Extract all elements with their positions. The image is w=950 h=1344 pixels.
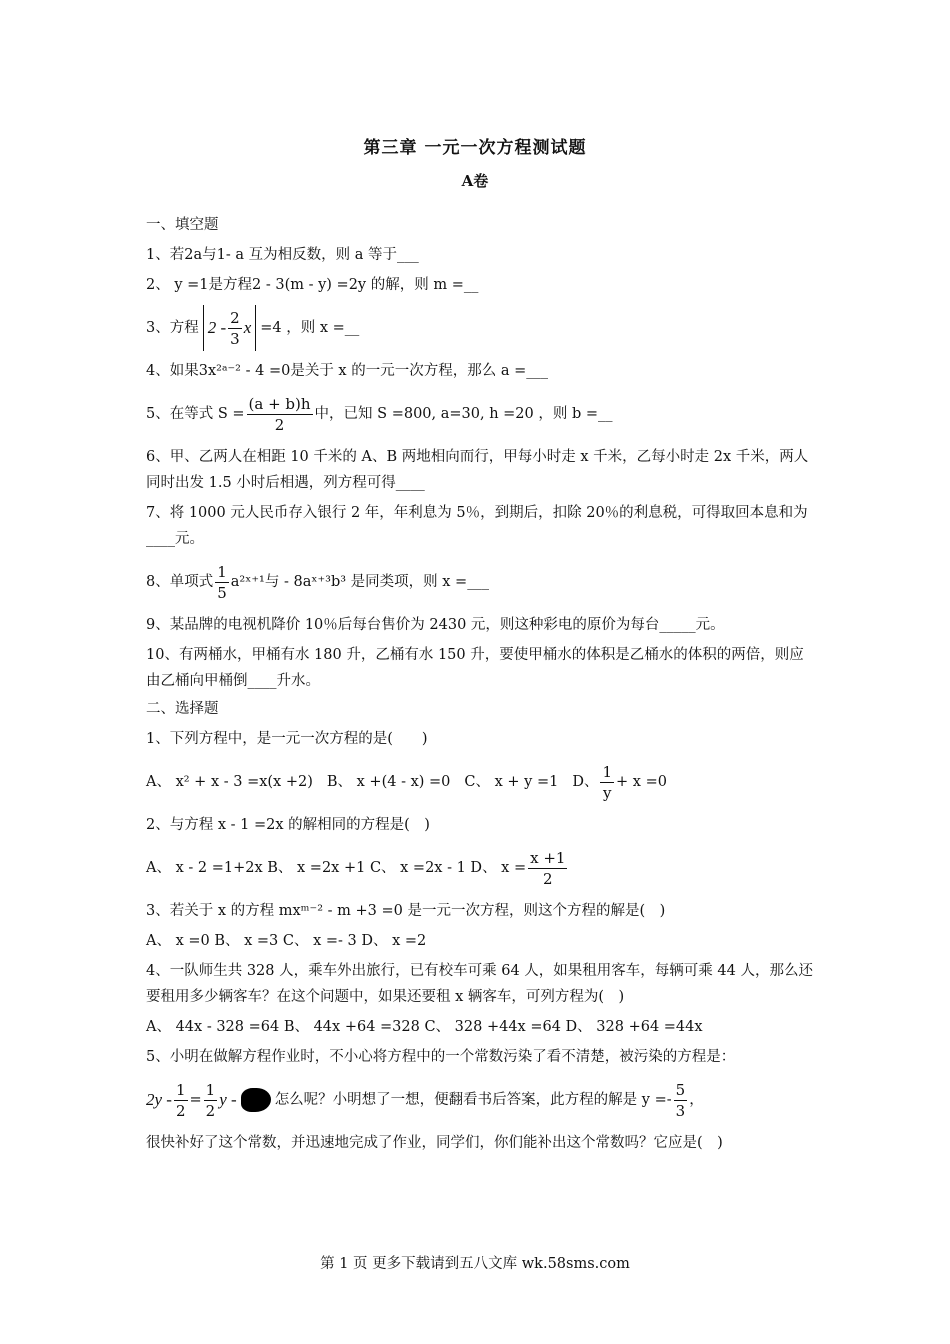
c5-denominator-1: 2	[175, 1101, 186, 1120]
fill-question-10: 10、有两桶水，甲桶有水 180 升，乙桶有水 150 升，要使甲桶水的体积是乙桶水的体积的两倍，则应由乙桶向甲桶倒____升水。	[146, 647, 804, 689]
c1-option-d-fraction	[600, 762, 614, 803]
c1-d-denominator: y	[603, 783, 612, 802]
q3-numerator: 2	[230, 308, 240, 327]
c5-fraction-2	[204, 1080, 218, 1121]
fill-question-8	[146, 556, 816, 608]
page-footer: 第 1 页 更多下载请到五八文库 wk.58sms.com	[320, 1256, 630, 1272]
c2-options-text: A、 x - 2 =1+2x B、 x =2x +1 C、 x =2x - 1 D、 x =	[146, 860, 527, 876]
q8-denominator: 5	[217, 583, 227, 602]
c1-option-d-prefix: D、	[572, 774, 599, 790]
q5-suffix: 中，已知 S =800, a=30, h =20 ，则 b =__	[314, 406, 613, 422]
page-subtitle: A卷	[461, 172, 489, 190]
c5-comma: ，	[689, 1092, 704, 1108]
c1-option-c: C、 x + y =1	[464, 774, 559, 790]
choice-question-2-options	[146, 842, 816, 894]
c5-fraction-1	[174, 1080, 188, 1121]
q5-prefix: 5、在等式 S =	[146, 406, 245, 422]
choice-question-5-equation	[146, 1074, 816, 1126]
q8-fraction	[215, 562, 229, 603]
choice-question-3-options: A、 x =0 B、 x =3 C、 x =- 3 D、 x =2	[146, 933, 427, 949]
choice-question-3: 3、若关于 x 的方程 mxᵐ⁻² - m +3 =0 是一元一次方程，则这个方程的解是( )	[146, 903, 666, 919]
c2-d-denominator: 2	[543, 869, 553, 888]
fill-question-7: 7、将 1000 元人民币存入银行 2 年，年利息为 5％，到期后，扣除 20％的利息税，可得取回本息和为____元。	[146, 505, 808, 547]
choice-question-4-options: A、 44x - 328 =64 B、 44x +64 =328 C、 328 +44x =64 D、 328 +64 =44x	[146, 1019, 703, 1035]
choice-question-1-options	[146, 756, 816, 808]
c5-fraction-3	[674, 1080, 688, 1121]
fill-question-2: 2、 y =1是方程2 - 3(m - y) =2y 的解，则 m =__	[146, 277, 479, 293]
c5-text: 怎么呢？小明想了一想，便翻看书后答案，此方程的解是 y =-	[274, 1092, 672, 1108]
q3-abs-left: 2 -	[207, 318, 227, 337]
q3-prefix: 3、方程	[146, 320, 199, 336]
c1-option-b: B、 x +(4 - x) =0	[326, 774, 451, 790]
fill-question-5	[146, 388, 816, 440]
q8-numerator: 1	[217, 562, 227, 581]
choice-question-5-tail: 很快补好了这个常数，并迅速地完成了作业，同学们，你们能补出这个常数吗？它应是( )	[146, 1135, 723, 1151]
q3-fraction	[228, 308, 242, 349]
c5-denominator-3: 3	[675, 1101, 686, 1120]
c1-d-numerator: 1	[602, 762, 613, 781]
choice-question-1: 1、下列方程中，是一元一次方程的是( )	[146, 731, 428, 747]
page-title: 第三章 一元一次方程测试题	[363, 138, 587, 158]
choice-question-2: 2、与方程 x - 1 =2x 的解相同的方程是( )	[146, 817, 430, 833]
fill-question-1: 1、若2a与1- a 互为相反数，则 a 等于___	[146, 247, 419, 263]
fill-question-3	[146, 302, 816, 354]
section-heading-fill: 一、填空题	[146, 217, 219, 233]
q5-numerator: (a + b)h	[248, 394, 311, 413]
c5-eq-suffix: y -	[219, 1090, 237, 1109]
c5-eq-prefix: 2y -	[146, 1090, 172, 1109]
c2-d-numerator: x +1	[530, 848, 566, 867]
c5-numerator-2: 1	[205, 1080, 216, 1099]
choice-question-4: 4、一队师生共 328 人，乘车外出旅行，已有校车可乘 64 人，如果租用客车，每辆可乘 44 人，那么还要租用多少辆客车？在这个问题中，如果还要租 x 辆客车，可列方程为( )	[146, 963, 813, 1005]
q5-denominator: 2	[274, 415, 285, 434]
q3-denominator: 3	[230, 329, 240, 348]
c1-option-d-suffix: + x =0	[616, 774, 667, 790]
c5-numerator-1: 1	[175, 1080, 186, 1099]
choice-question-5: 5、小明在做解方程作业时，不小心将方程中的一个常数污染了看不清楚，被污染的方程是：	[146, 1049, 736, 1065]
section-heading-choice: 二、选择题	[146, 701, 219, 717]
ink-blot-icon	[241, 1088, 271, 1112]
c5-numerator-3: 5	[675, 1080, 686, 1099]
fill-question-9: 9、某品牌的电视机降价 10％后每台售价为 2430 元，则这种彩电的原价为每台_____元。	[146, 617, 725, 633]
q8-suffix: a²ˣ⁺¹与 - 8aˣ⁺³b³ 是同类项，则 x =___	[230, 574, 489, 590]
q5-fraction	[247, 394, 313, 435]
c2-option-d-fraction	[528, 848, 567, 889]
fill-question-4: 4、如果3x²ᵃ⁻² - 4 =0是关于 x 的一元一次方程，那么 a =___	[146, 363, 548, 379]
c5-equals: =	[189, 1092, 202, 1108]
q3-suffix: =4 ，则 x =__	[260, 320, 360, 336]
c1-option-a: A、 x² + x - 3 =x(x +2)	[146, 774, 313, 790]
fill-question-6: 6、甲、乙两人在相距 10 千米的 A、B 两地相向而行，甲每小时走 x 千米，乙每小时走 2x 千米，两人同时出发 1.5 小时后相遇，列方程可得____	[146, 449, 809, 491]
q3-abs-right: x	[243, 318, 252, 337]
absolute-value-expression	[203, 305, 257, 351]
document-body	[146, 210, 816, 1156]
c5-denominator-2: 2	[205, 1101, 216, 1120]
q8-prefix: 8、单项式	[146, 574, 214, 590]
